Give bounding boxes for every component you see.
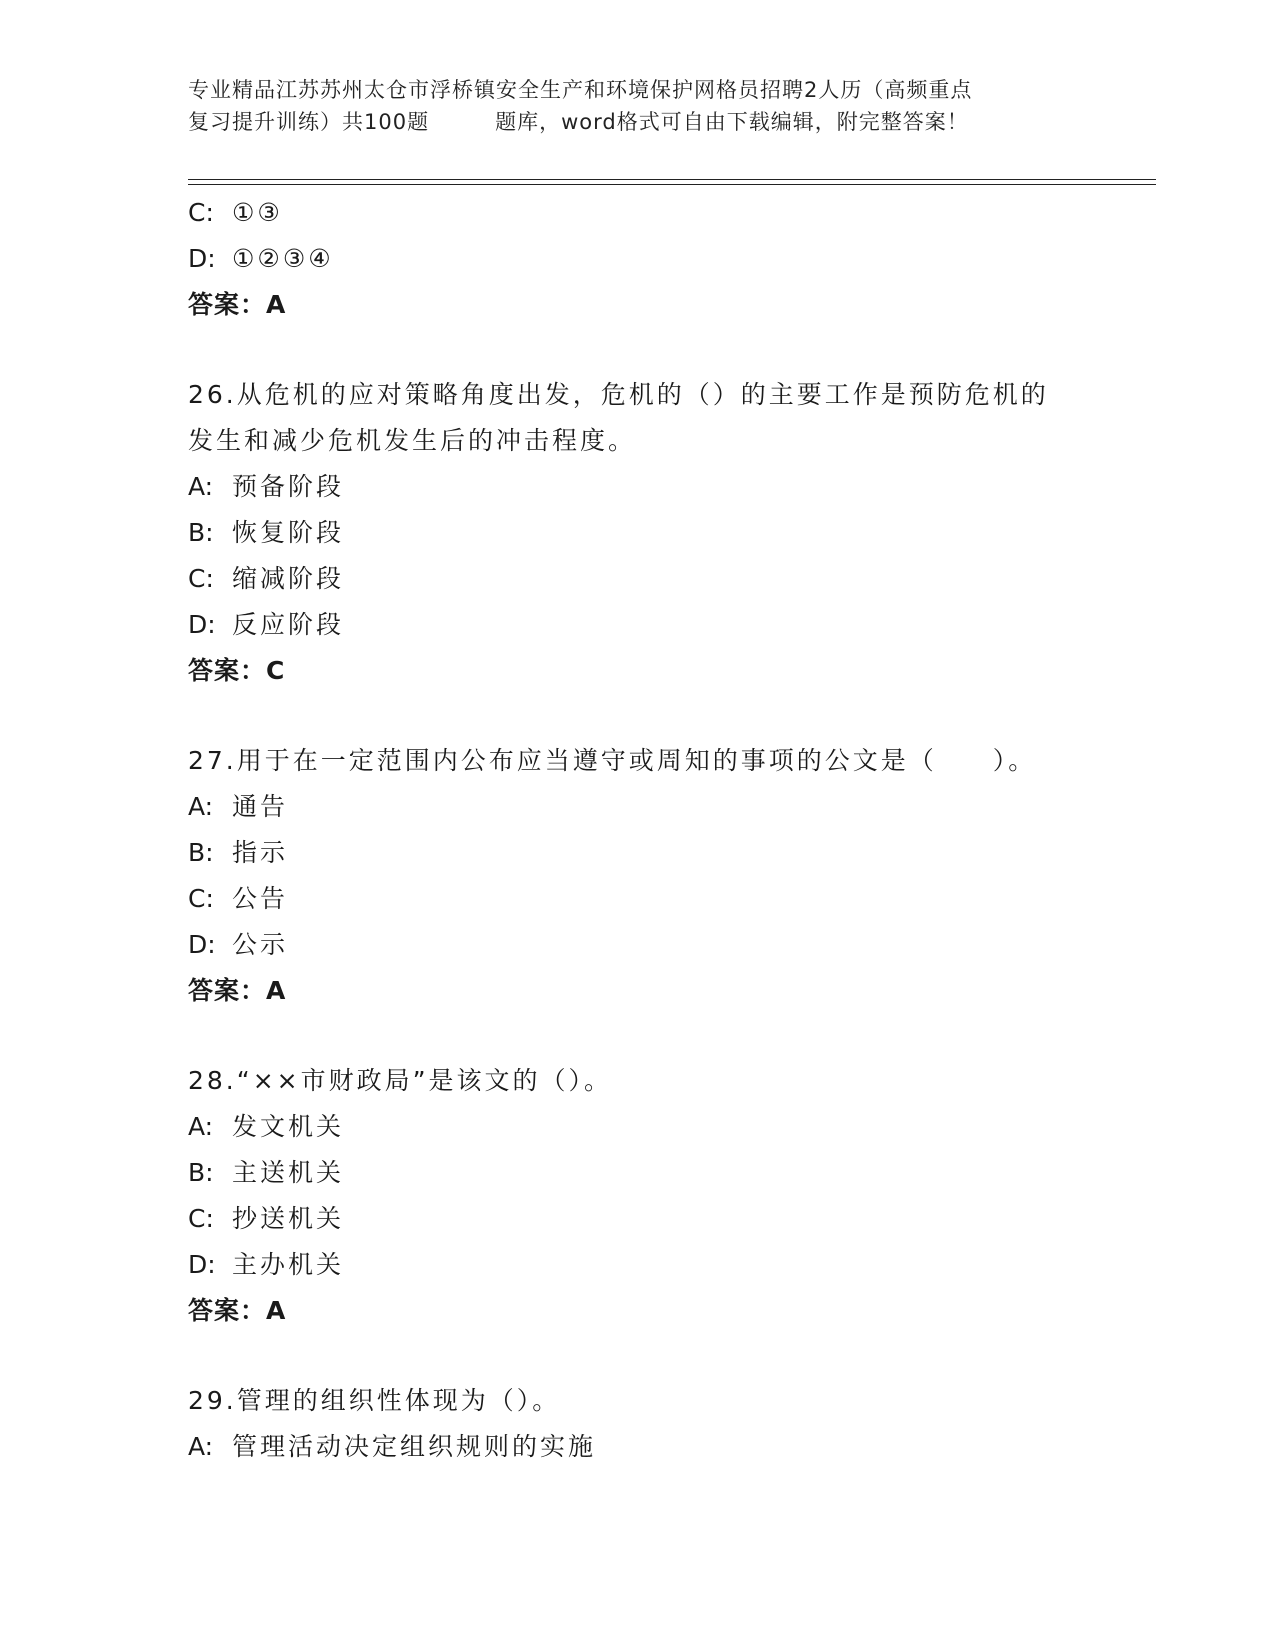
option-text: 恢复阶段 [232,518,345,547]
header-title-line-2: 复习提升训练）共100题 题库，word格式可自由下载编辑，附完整答案！ [188,110,969,134]
answer-line: 答案：A [188,1296,287,1325]
option-text: 发文机关 [232,1112,345,1141]
option-row [188,510,1148,556]
answer-line: 答案：C [188,656,286,685]
option-letter: A: [188,1432,214,1461]
option-letter: D: [188,930,216,959]
option-text: 管理活动决定组织规则的实施 [232,1432,597,1461]
option-text: ①②③④ [232,244,334,273]
option-text: ①③ [232,198,283,227]
option-text: 公告 [232,884,289,913]
answer-line: 答案：A [188,290,287,319]
option-text: 公示 [232,930,289,959]
option-row [188,1150,1148,1196]
option-letter: A: [188,1112,214,1141]
option-letter: B: [188,838,214,867]
option-row [188,876,1148,922]
document-header [188,74,1088,138]
option-letter: D: [188,610,216,639]
option-text: 预备阶段 [232,472,345,501]
option-letter: A: [188,472,214,501]
question-stem-26: 26.从危机的应对策略角度出发，危机的（）的主要工作是预防危机的 [188,380,1049,409]
option-row [188,1196,1148,1242]
option-row [188,1104,1148,1150]
option-text: 通告 [232,792,289,821]
option-letter: B: [188,518,214,547]
option-text: 反应阶段 [232,610,345,639]
option-text: 指示 [232,838,289,867]
header-divider-top [188,179,1156,180]
header-divider-bottom [188,184,1156,185]
option-row [188,1424,1148,1470]
option-letter: D: [188,1250,216,1279]
question-stem-29: 29.管理的组织性体现为（）。 [188,1386,561,1415]
option-row [188,464,1148,510]
option-row [188,784,1148,830]
option-row [188,1242,1148,1288]
option-row [188,922,1148,968]
option-text: 主办机关 [232,1250,345,1279]
option-row [188,190,1148,236]
header-title-line-1: 专业精品江苏苏州太仓市浮桥镇安全生产和环境保护网格员招聘2人历（高频重点 [188,78,973,102]
option-text: 缩减阶段 [232,564,345,593]
option-letter: C: [188,1204,214,1233]
question-stem-28: 28.“××市财政局”是该文的（）。 [188,1066,613,1095]
option-row [188,556,1148,602]
question-stem-26-cont: 发生和减少危机发生后的冲击程度。 [188,426,637,455]
option-row [188,236,1148,282]
question-list [188,190,1148,1470]
option-letter: D: [188,244,216,273]
option-row [188,602,1148,648]
answer-line: 答案：A [188,976,287,1005]
option-letter: C: [188,564,214,593]
option-letter: B: [188,1158,214,1187]
option-text: 主送机关 [232,1158,345,1187]
option-letter: C: [188,884,214,913]
option-row [188,830,1148,876]
question-stem-27: 27.用于在一定范围内公布应当遵守或周知的事项的公文是（ ）。 [188,746,1037,775]
option-text: 抄送机关 [232,1204,345,1233]
option-letter: C: [188,198,214,227]
option-letter: A: [188,792,214,821]
